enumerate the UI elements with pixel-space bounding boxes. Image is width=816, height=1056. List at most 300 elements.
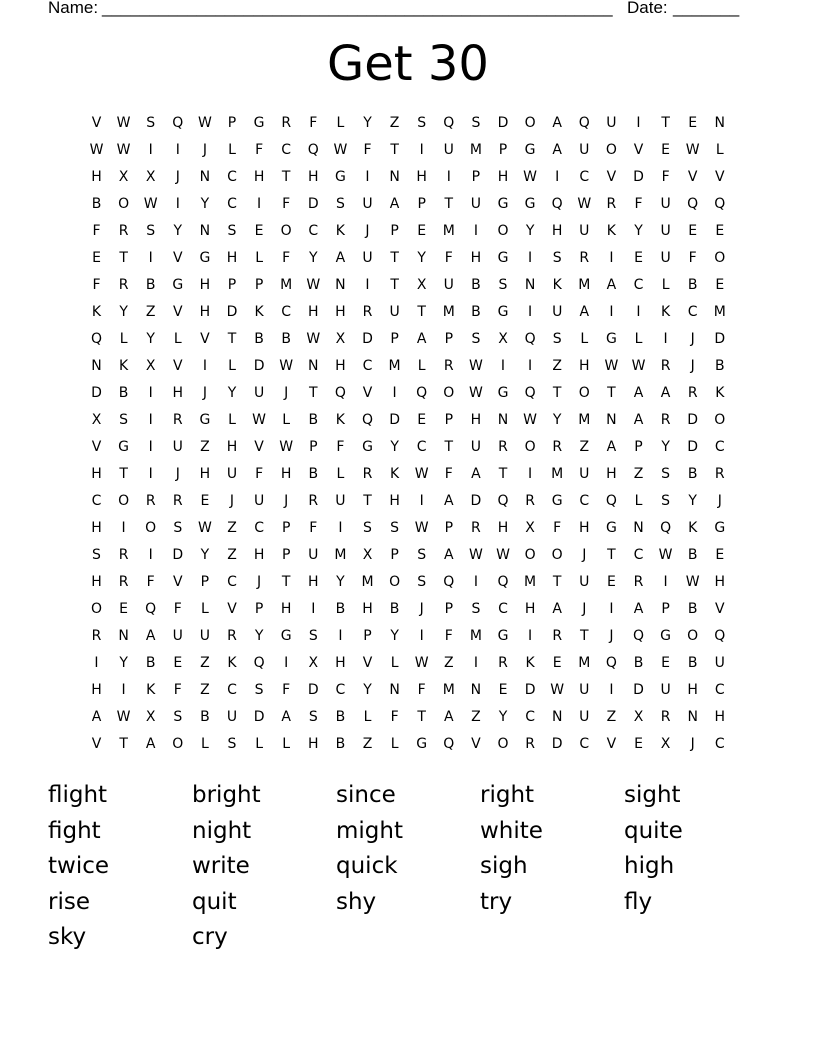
grid-letter: T <box>227 331 237 347</box>
word-bank-item: bright <box>192 782 261 808</box>
grid-letter: C <box>714 736 725 752</box>
grid-letter: C <box>362 358 373 374</box>
grid-letter: Q <box>443 736 455 752</box>
grid-letter: T <box>363 493 372 509</box>
grid-letter: H <box>416 169 427 185</box>
grid-letter: Q <box>660 520 672 536</box>
grid-letter: F <box>634 196 643 212</box>
grid-letter: D <box>470 493 482 509</box>
grid-letter: V <box>91 115 102 131</box>
grid-letter: S <box>173 520 183 536</box>
grid-letter: R <box>91 628 102 644</box>
grid-row <box>83 110 733 137</box>
grid-letter: S <box>363 520 372 536</box>
grid-letter: R <box>525 736 535 752</box>
grid-letter: R <box>660 709 671 725</box>
grid-letter: I <box>148 547 153 563</box>
grid-letter: R <box>498 439 508 455</box>
grid-letter: X <box>308 655 319 671</box>
grid-letter: H <box>687 682 698 698</box>
grid-letter: K <box>227 655 237 671</box>
grid-letter: B <box>335 709 346 725</box>
grid-letter: L <box>390 655 399 671</box>
grid-letter: H <box>91 520 102 536</box>
grid-letter: X <box>335 331 346 347</box>
grid-letter: M <box>551 466 564 482</box>
grid-letter: U <box>253 493 265 509</box>
grid-letter: N <box>335 277 346 293</box>
grid-letter: N <box>389 682 400 698</box>
grid-letter: D <box>172 547 184 563</box>
grid-letter: V <box>91 736 102 752</box>
grid-letter: H <box>497 520 509 536</box>
grid-letter: R <box>633 574 644 590</box>
grid-letter: O <box>605 142 617 158</box>
grid-letter: A <box>471 466 481 482</box>
grid-letter: E <box>254 223 264 239</box>
grid-letter: W <box>468 358 483 374</box>
grid-letter: P <box>634 439 643 455</box>
grid-letter: Z <box>227 547 237 563</box>
grid-letter: U <box>253 385 265 401</box>
grid-letter: I <box>528 250 533 266</box>
grid-letter: P <box>281 547 291 563</box>
grid-row <box>83 218 733 245</box>
grid-letter: S <box>92 547 101 563</box>
grid-letter: F <box>661 169 670 185</box>
page-title: Get 30 <box>327 36 489 92</box>
grid-letter: E <box>92 250 101 266</box>
grid-letter: O <box>118 493 130 509</box>
grid-letter: S <box>471 331 481 347</box>
grid-letter: V <box>254 439 264 455</box>
grid-letter: N <box>199 223 211 239</box>
grid-letter: N <box>714 115 726 131</box>
date-label: Date: <box>627 0 668 17</box>
grid-letter: B <box>200 709 210 725</box>
grid-letter: X <box>145 169 156 185</box>
grid-letter: F <box>417 682 426 698</box>
grid-letter: N <box>551 709 563 725</box>
grid-letter: U <box>199 628 211 644</box>
grid-letter: D <box>551 736 563 752</box>
grid-letter: T <box>444 196 454 212</box>
grid-letter: T <box>498 466 508 482</box>
grid-letter: W <box>333 142 348 158</box>
grid-letter: P <box>281 520 291 536</box>
grid-letter: U <box>660 196 671 212</box>
grid-letter: Z <box>633 466 644 482</box>
grid-letter: S <box>308 628 318 644</box>
grid-letter: S <box>390 520 400 536</box>
grid-letter: S <box>335 196 345 212</box>
grid-letter: G <box>497 250 509 266</box>
grid-letter: U <box>606 115 617 131</box>
grid-letter: H <box>470 250 482 266</box>
grid-letter: F <box>92 277 101 293</box>
grid-letter: I <box>148 466 153 482</box>
grid-letter: I <box>311 601 316 617</box>
grid-letter: Q <box>307 142 319 158</box>
grid-letter: L <box>255 736 263 752</box>
grid-letter: I <box>392 385 397 401</box>
grid-letter: M <box>442 223 455 239</box>
grid-letter: J <box>365 223 370 239</box>
grid-letter: W <box>116 142 131 158</box>
grid-letter: Q <box>497 493 509 509</box>
word-bank-item: high <box>624 853 675 880</box>
grid-letter: U <box>470 196 482 212</box>
grid-letter: Z <box>606 709 617 725</box>
grid-letter: W <box>523 169 538 185</box>
grid-letter: C <box>579 493 590 509</box>
grid-letter: M <box>469 628 482 644</box>
grid-letter: T <box>607 385 616 401</box>
grid-letter: P <box>254 601 264 617</box>
grid-letter: G <box>497 196 509 212</box>
grid-letter: L <box>336 466 345 482</box>
grid-letter: D <box>714 331 726 347</box>
grid-letter: Y <box>525 223 535 239</box>
grid-letter: S <box>471 115 481 131</box>
grid-letter: S <box>661 466 671 482</box>
grid-letter: R <box>660 412 671 428</box>
grid-letter: B <box>145 277 156 293</box>
grid-letter: C <box>714 439 725 455</box>
grid-letter: T <box>390 250 399 266</box>
grid-letter: I <box>609 682 614 698</box>
grid-letter: B <box>471 304 481 320</box>
grid-letter: D <box>253 358 265 374</box>
grid-letter: V <box>91 439 102 455</box>
grid-letter: H <box>606 466 617 482</box>
grid-letter: I <box>609 304 614 320</box>
grid-letter: G <box>714 520 726 536</box>
grid-letter: Y <box>417 250 426 266</box>
grid-letter: H <box>226 250 238 266</box>
grid-letter: S <box>227 223 237 239</box>
grid-letter: R <box>118 547 129 563</box>
grid-letter: U <box>443 142 454 158</box>
grid-letter: P <box>390 331 399 347</box>
grid-letter: L <box>580 331 589 347</box>
grid-letter: C <box>281 304 292 320</box>
grid-letter: F <box>688 250 697 266</box>
grid-letter: D <box>226 304 238 320</box>
grid-letter: J <box>609 628 614 644</box>
grid-letter: D <box>91 385 102 401</box>
grid-letter: Q <box>443 574 455 590</box>
grid-letter: Q <box>551 196 563 212</box>
grid-letter: N <box>497 412 509 428</box>
grid-letter: Q <box>443 115 455 131</box>
grid-letter: M <box>442 304 455 320</box>
grid-letter: S <box>146 223 156 239</box>
grid-letter: G <box>416 736 428 752</box>
grid-letter: H <box>91 682 102 698</box>
grid-letter: Z <box>200 682 210 698</box>
grid-letter: P <box>390 223 399 239</box>
grid-letter: W <box>306 277 321 293</box>
grid-letter: K <box>661 304 671 320</box>
grid-letter: Q <box>605 493 617 509</box>
grid-letter: L <box>336 115 345 131</box>
grid-letter: H <box>280 466 292 482</box>
grid-letter: W <box>306 331 321 347</box>
grid-letter: Q <box>497 574 509 590</box>
grid-letter: G <box>497 628 509 644</box>
grid-letter: F <box>173 601 182 617</box>
grid-letter: O <box>524 115 536 131</box>
grid-letter: B <box>308 466 319 482</box>
grid-letter: B <box>687 601 698 617</box>
grid-letter: U <box>579 142 590 158</box>
grid-letter: I <box>528 628 533 644</box>
grid-letter: R <box>118 277 129 293</box>
grid-letter: V <box>362 385 373 401</box>
grid-row <box>83 488 733 515</box>
grid-letter: X <box>525 520 535 536</box>
grid-letter: B <box>687 547 698 563</box>
grid-letter: W <box>252 412 267 428</box>
grid-letter: I <box>94 655 99 671</box>
grid-letter: H <box>253 547 265 563</box>
grid-letter: A <box>145 628 156 644</box>
grid-letter: P <box>227 277 237 293</box>
grid-letter: X <box>362 547 373 563</box>
grid-letter: O <box>443 385 455 401</box>
grid-letter: Y <box>688 493 697 509</box>
grid-letter: M <box>713 304 726 320</box>
grid-letter: P <box>444 520 454 536</box>
grid-letter: H <box>389 493 400 509</box>
grid-letter: J <box>175 466 180 482</box>
grid-row <box>83 434 733 461</box>
grid-letter: W <box>89 142 104 158</box>
grid-letter: J <box>284 493 289 509</box>
grid-letter: A <box>416 331 427 347</box>
grid-letter: I <box>419 628 424 644</box>
grid-letter: Z <box>444 655 454 671</box>
grid-letter: K <box>688 520 698 536</box>
grid-letter: T <box>661 115 670 131</box>
grid-letter: D <box>497 115 509 131</box>
grid-letter: M <box>388 358 401 374</box>
grid-letter: G <box>334 169 346 185</box>
grid-letter: L <box>390 736 399 752</box>
grid-letter: H <box>308 304 319 320</box>
grid-letter: E <box>661 142 671 158</box>
grid-letter: R <box>443 358 454 374</box>
grid-letter: U <box>552 304 563 320</box>
grid-letter: E <box>634 250 643 266</box>
grid-letter: F <box>282 196 291 212</box>
grid-letter: Q <box>714 196 726 212</box>
grid-letter: Y <box>336 574 345 590</box>
grid-letter: H <box>91 169 102 185</box>
grid-letter: A <box>552 601 562 617</box>
grid-letter: C <box>579 169 590 185</box>
grid-letter: J <box>717 493 722 509</box>
grid-letter: U <box>579 223 590 239</box>
grid-letter: W <box>550 682 565 698</box>
grid-letter: Y <box>200 196 210 212</box>
grid-letter: I <box>446 169 451 185</box>
grid-letter: I <box>636 304 641 320</box>
grid-letter: M <box>361 574 374 590</box>
grid-letter: U <box>443 277 454 293</box>
grid-letter: A <box>552 115 562 131</box>
grid-letter: C <box>91 493 102 509</box>
grid-letter: B <box>118 385 129 401</box>
grid-letter: I <box>175 142 180 158</box>
grid-letter: E <box>715 277 725 293</box>
grid-letter: J <box>202 385 207 401</box>
grid-letter: N <box>606 412 617 428</box>
grid-letter: U <box>714 655 725 671</box>
grid-letter: U <box>660 250 671 266</box>
grid-letter: O <box>389 574 401 590</box>
grid-letter: R <box>308 493 319 509</box>
grid-row <box>83 623 733 650</box>
grid-letter: A <box>389 196 400 212</box>
grid-letter: T <box>390 277 399 293</box>
grid-letter: G <box>172 277 184 293</box>
name-date-header <box>48 0 748 20</box>
grid-letter: D <box>633 682 644 698</box>
grid-letter: I <box>663 574 668 590</box>
grid-letter: I <box>609 250 614 266</box>
grid-letter: O <box>524 547 536 563</box>
grid-letter: B <box>687 466 698 482</box>
grid-letter: W <box>604 358 619 374</box>
grid-letter: Y <box>146 331 155 347</box>
grid-letter: M <box>469 142 482 158</box>
grid-letter: T <box>119 466 128 482</box>
grid-letter: C <box>335 682 346 698</box>
grid-letter: W <box>143 196 158 212</box>
grid-letter: T <box>607 547 616 563</box>
grid-letter: R <box>660 358 671 374</box>
grid-letter: E <box>688 223 698 239</box>
grid-letter: X <box>633 709 644 725</box>
grid-row <box>83 569 733 596</box>
grid-letter: H <box>199 277 211 293</box>
date-field-line[interactable]: _______ <box>673 0 740 17</box>
grid-letter: G <box>605 520 617 536</box>
grid-letter: R <box>525 493 535 509</box>
grid-letter: T <box>580 628 589 644</box>
grid-letter: G <box>605 331 617 347</box>
grid-letter: N <box>308 358 319 374</box>
name-field-line[interactable]: ______________________________________________________ <box>102 0 613 17</box>
grid-letter: Z <box>145 304 156 320</box>
word-bank-item: sigh <box>480 853 528 880</box>
grid-letter: A <box>145 736 156 752</box>
grid-letter: O <box>524 439 536 455</box>
grid-letter: H <box>253 169 265 185</box>
grid-letter: O <box>280 223 292 239</box>
grid-letter: I <box>473 655 478 671</box>
grid-letter: F <box>173 682 182 698</box>
grid-letter: S <box>119 412 129 428</box>
grid-letter: V <box>606 169 617 185</box>
grid-letter: P <box>200 574 210 590</box>
word-bank-item: quit <box>192 888 237 915</box>
grid-letter: Q <box>605 655 617 671</box>
grid-letter: I <box>338 520 343 536</box>
grid-row <box>83 677 733 704</box>
grid-letter: E <box>715 547 725 563</box>
grid-letter: A <box>444 709 454 725</box>
grid-letter: S <box>417 574 427 590</box>
grid-letter: P <box>309 439 318 455</box>
grid-letter: W <box>116 709 131 725</box>
grid-letter: X <box>145 358 156 374</box>
grid-letter: H <box>335 655 346 671</box>
grid-letter: O <box>145 520 157 536</box>
grid-letter: R <box>579 250 590 266</box>
grid-row <box>83 164 733 191</box>
word-bank-item: quick <box>336 853 398 880</box>
grid-row <box>83 515 733 542</box>
grid-letter: C <box>687 304 698 320</box>
grid-letter: J <box>690 736 695 752</box>
grid-letter: J <box>582 601 587 617</box>
grid-letter: C <box>281 142 292 158</box>
grid-letter: H <box>308 736 319 752</box>
grid-letter: A <box>281 709 291 725</box>
grid-letter: Y <box>552 412 562 428</box>
grid-letter: R <box>498 655 508 671</box>
grid-letter: W <box>577 196 592 212</box>
grid-letter: Y <box>634 223 643 239</box>
grid-letter: K <box>254 304 264 320</box>
grid-letter: U <box>226 709 238 725</box>
word-bank-item: quite <box>624 817 683 844</box>
grid-letter: V <box>633 142 644 158</box>
grid-letter: W <box>279 358 294 374</box>
grid-letter: J <box>582 547 587 563</box>
grid-letter: F <box>309 115 318 131</box>
grid-letter: P <box>471 169 481 185</box>
grid-letter: Q <box>524 385 536 401</box>
grid-letter: T <box>119 736 128 752</box>
grid-letter: V <box>606 736 617 752</box>
grid-letter: P <box>444 412 454 428</box>
grid-letter: J <box>257 574 262 590</box>
grid-row <box>83 731 733 758</box>
word-bank-item: might <box>336 817 403 844</box>
grid-letter: V <box>687 169 698 185</box>
grid-letter: U <box>470 439 482 455</box>
grid-letter: W <box>631 358 646 374</box>
grid-letter: G <box>551 493 563 509</box>
grid-letter: C <box>308 223 319 239</box>
grid-letter: C <box>227 169 237 185</box>
grid-letter: H <box>199 304 211 320</box>
grid-letter: H <box>362 601 373 617</box>
grid-letter: F <box>390 709 399 725</box>
word-bank-item: right <box>480 782 535 808</box>
grid-letter: G <box>280 628 292 644</box>
grid-letter: C <box>714 682 725 698</box>
grid-letter: X <box>498 331 508 347</box>
grid-letter: G <box>660 628 672 644</box>
grid-row <box>83 299 733 326</box>
grid-letter: V <box>227 601 237 617</box>
grid-letter: E <box>661 655 671 671</box>
